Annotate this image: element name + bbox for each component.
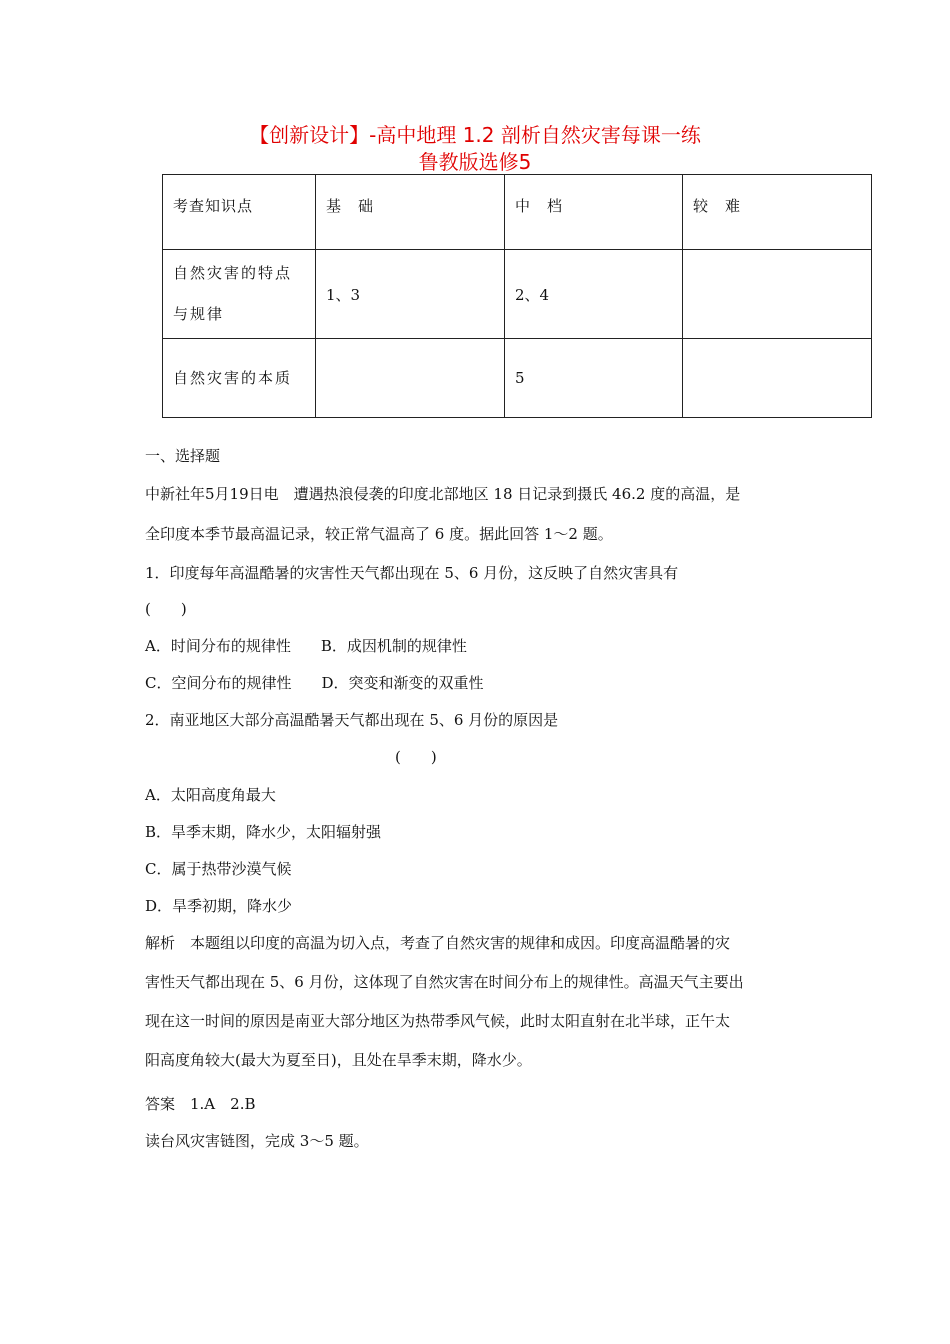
question-2: 2．南亚地区大部分高温酷暑天气都出现在 5、6 月份的原因是 [145,711,559,729]
knowledge-point-table [162,174,872,418]
answer-blank: ( ) [395,748,437,766]
table-cell [316,339,505,418]
section-heading: 一、选择题 [145,447,221,465]
table-cell [683,250,872,339]
table-header-cell: 考查知识点 [163,175,316,250]
table-cell: 2、4 [505,250,683,339]
analysis-text: 解析 本题组以印度的高温为切入点，考查了自然灾害的规律和成因。印度高温酷暑的灾 [145,934,731,952]
table-row [163,250,872,339]
table-cell [683,339,872,418]
next-instruction: 读台风灾害链图，完成 3～5 题。 [145,1132,369,1150]
table-cell: 自然灾害的特点与规律 [163,250,316,339]
answer-blank: ( ) [145,600,187,618]
table-cell: 1、3 [316,250,505,339]
table-cell: 自然灾害的本质 [163,339,316,418]
analysis-text: 害性天气都出现在 5、6 月份，这体现了自然灾害在时间分布上的规律性。高温天气主要出 [145,973,744,991]
question-1: 1．印度每年高温酷暑的灾害性天气都出现在 5、6 月份，这反映了自然灾害具有 [145,564,679,582]
table-cell: 5 [505,339,683,418]
analysis-text: 阳高度角较大(最大为夏至日)，且处在旱季末期，降水少。 [145,1051,532,1069]
question-2-option: B．旱季末期，降水少，太阳辐射强 [145,823,382,841]
table-header-cell: 基 础 [316,175,505,250]
question-1-options: A．时间分布的规律性 B．成因机制的规律性 [145,637,467,655]
table-row [163,339,872,418]
intro-text: 中新社年5月19日电 遭遇热浪侵袭的印度北部地区 18 日记录到摄氏 46.2 度的高温，是 [145,485,741,503]
document-title-line2: 鲁教版选修5 [418,150,532,174]
document-title-line1: 【创新设计】-高中地理 1.2 剖析自然灾害每课一练 [249,123,701,147]
table-header-row [163,175,872,250]
answer-text: 答案 1.A 2.B [145,1095,256,1113]
analysis-text: 现在这一时间的原因是南亚大部分地区为热带季风气候，此时太阳直射在北半球，正午太 [145,1012,731,1030]
table-header-cell: 较 难 [683,175,872,250]
table-header-cell: 中 档 [505,175,683,250]
question-2-option: D．旱季初期，降水少 [145,897,293,915]
intro-text: 全印度本季节最高温记录，较正常气温高了 6 度。据此回答 1～2 题。 [145,525,613,543]
question-1-options: C．空间分布的规律性 D．突变和渐变的双重性 [145,674,484,692]
question-2-option: A．太阳高度角最大 [145,786,276,804]
question-2-option: C．属于热带沙漠气候 [145,860,292,878]
